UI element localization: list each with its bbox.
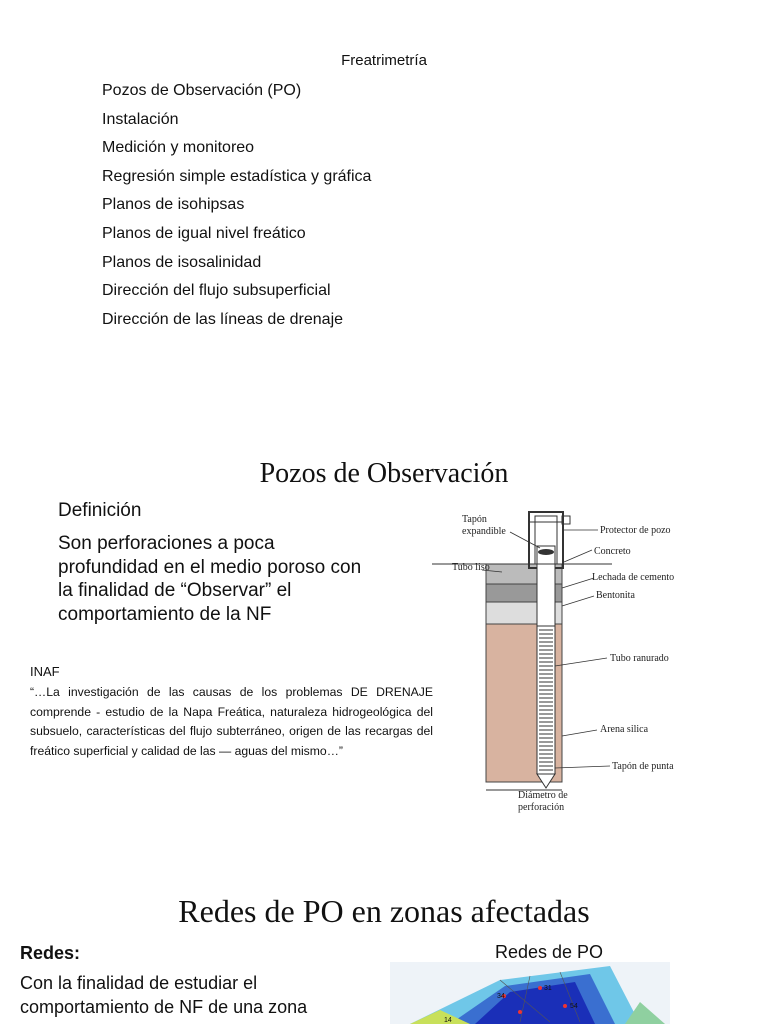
inaf-quote: “…La investigación de las causas de los problemas DE DRENAJE comprende - estudio de la Napa Freática, naturaleza hidrogeológica del subsuelo, características del flujo subterráneo, origen de las recargas del freático superficial y calidad de las — aguas del mismo…” — [30, 685, 433, 758]
label-tubo-ranurado: Tubo ranurado — [610, 653, 669, 664]
map-label: 14 — [444, 1017, 452, 1024]
label-bentonita: Bentonita — [596, 590, 635, 601]
list-item: Pozos de Observación (PO) — [102, 82, 302, 99]
list-item: Dirección de las líneas de drenaje — [102, 310, 344, 328]
label-lechada: Lechada de cemento — [592, 572, 675, 583]
label-tubo-liso: Tubo liso — [452, 562, 490, 573]
inaf-label: INAF — [30, 664, 60, 679]
label-arena: Arena silica — [600, 724, 649, 735]
list-item: Medición y monitoreo — [102, 139, 255, 157]
list-item: Planos de isosalinidad — [102, 253, 262, 271]
list-item: Regresión simple estadística y gráfica — [102, 167, 372, 185]
map-label: 54 — [570, 1003, 578, 1010]
label-diametro-2: perforación — [518, 802, 565, 813]
label-tapon-punta: Tapón de punta — [612, 761, 674, 772]
label-diametro: Diámetro de — [518, 790, 568, 801]
definition-heading: Definición — [58, 500, 142, 521]
redes-right-label: Redes de PO — [495, 942, 604, 962]
map-label: 34 — [497, 993, 505, 1000]
slotted-tube — [537, 626, 555, 774]
slide1-title: Freatrimetría — [341, 52, 427, 69]
label-concreto: Concreto — [594, 546, 631, 557]
slide3-title: Redes de PO en zonas afectadas — [178, 893, 590, 929]
list-item: Planos de isohipsas — [102, 196, 245, 214]
well-diagram — [432, 506, 722, 816]
topic-list — [102, 80, 371, 337]
plain-tube — [537, 546, 555, 626]
slide2-title: Pozos de Observación — [259, 458, 509, 489]
definition-text: Son perforaciones a poca profundidad en el medio poroso con la finalidad de “Observar” el comportamiento de la NF — [58, 533, 362, 625]
map-label: 31 — [544, 985, 552, 992]
list-item: Dirección del flujo subsuperficial — [102, 282, 331, 300]
redes-heading: Redes: — [20, 943, 81, 963]
list-item: Planos de igual nivel freático — [102, 224, 306, 242]
label-tapon-2: expandible — [462, 526, 506, 537]
po-network-map — [380, 962, 680, 1024]
label-tapon: Tapón — [462, 514, 487, 525]
list-item: Instalación — [102, 110, 179, 128]
label-protector: Protector de pozo — [600, 525, 671, 536]
redes-text: Con la finalidad de estudiar el comportamiento de NF de una zona — [20, 973, 308, 1017]
